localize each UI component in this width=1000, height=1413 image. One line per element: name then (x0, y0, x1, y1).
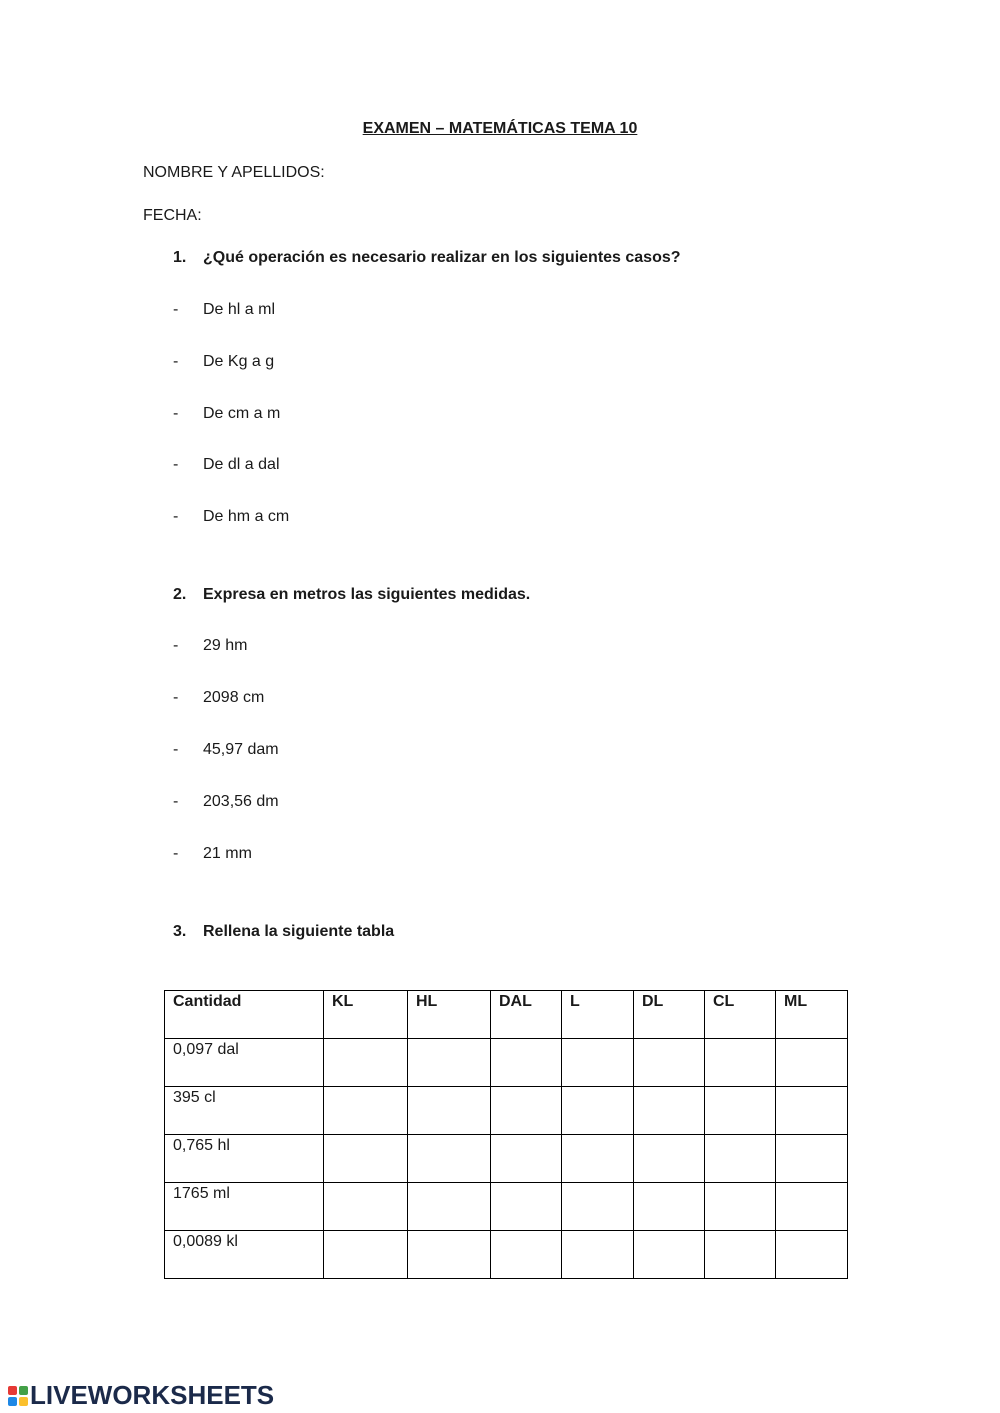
date-label: FECHA: (143, 207, 202, 224)
col-header-dl: DL (634, 991, 705, 1039)
dash: - (173, 301, 179, 318)
answer-cell[interactable] (491, 1231, 562, 1279)
answer-cell[interactable] (324, 1231, 408, 1279)
table-row (165, 1087, 848, 1135)
col-header-l: L (562, 991, 634, 1039)
answer-cell[interactable] (562, 1183, 634, 1231)
answer-cell[interactable] (324, 1135, 408, 1183)
quantity-cell: 0,097 dal (165, 1039, 324, 1087)
col-header-ml: ML (776, 991, 848, 1039)
table-header-row (165, 991, 848, 1039)
table-row (165, 1183, 848, 1231)
list-item: - De cm a m (173, 405, 281, 422)
dash: - (173, 793, 179, 810)
list-item: - 29 hm (173, 637, 248, 654)
answer-cell[interactable] (705, 1039, 776, 1087)
answer-cell[interactable] (324, 1039, 408, 1087)
answer-cell[interactable] (562, 1135, 634, 1183)
page-title: EXAMEN – MATEMÁTICAS TEMA 10 (362, 120, 638, 137)
quantity-cell: 395 cl (165, 1087, 324, 1135)
question-text: ¿Qué operación es necesario realizar en los siguientes casos? (203, 249, 681, 266)
list-item: - 45,97 dam (173, 741, 279, 758)
answer-cell[interactable] (634, 1039, 705, 1087)
question-number: 3. (173, 923, 187, 940)
answer-cell[interactable] (776, 1183, 848, 1231)
brand-name: LIVEWORKSHEETS (30, 1380, 275, 1410)
answer-cell[interactable] (776, 1135, 848, 1183)
question-2 (173, 586, 530, 604)
col-header-dal: DAL (491, 991, 562, 1039)
answer-cell[interactable] (562, 1087, 634, 1135)
conversion-table (164, 990, 848, 1279)
dash: - (173, 353, 179, 370)
list-item: - 2098 cm (173, 689, 265, 706)
name-label: NOMBRE Y APELLIDOS: (143, 164, 325, 181)
answer-cell[interactable] (491, 1183, 562, 1231)
answer-cell[interactable] (491, 1039, 562, 1087)
quantity-cell: 0,765 hl (165, 1135, 324, 1183)
answer-cell[interactable] (562, 1231, 634, 1279)
list-item: - 203,56 dm (173, 793, 279, 810)
answer-cell[interactable] (634, 1087, 705, 1135)
answer-cell[interactable] (491, 1087, 562, 1135)
answer-cell[interactable] (634, 1183, 705, 1231)
answer-cell[interactable] (491, 1135, 562, 1183)
answer-cell[interactable] (705, 1231, 776, 1279)
col-header-kl: KL (324, 991, 408, 1039)
answer-cell[interactable] (634, 1135, 705, 1183)
question-1 (173, 249, 681, 267)
answer-cell[interactable] (408, 1087, 491, 1135)
answer-cell[interactable] (408, 1231, 491, 1279)
list-item: - De dl a dal (173, 456, 280, 473)
question-number: 2. (173, 586, 187, 603)
question-3 (173, 923, 394, 941)
dash: - (173, 845, 179, 862)
dash: - (173, 637, 179, 654)
answer-cell[interactable] (705, 1183, 776, 1231)
list-item: - 21 mm (173, 845, 252, 862)
question-text: Rellena la siguiente tabla (203, 923, 395, 940)
dash: - (173, 456, 179, 473)
brand-logo[interactable] (8, 1380, 274, 1411)
answer-cell[interactable] (705, 1087, 776, 1135)
answer-cell[interactable] (408, 1039, 491, 1087)
dash: - (173, 508, 179, 525)
answer-cell[interactable] (408, 1183, 491, 1231)
answer-cell[interactable] (324, 1087, 408, 1135)
dash: - (173, 741, 179, 758)
table-row (165, 1231, 848, 1279)
list-item: - De hl a ml (173, 301, 276, 318)
dash: - (173, 689, 179, 706)
list-item: - De hm a cm (173, 508, 290, 525)
answer-cell[interactable] (324, 1183, 408, 1231)
answer-cell[interactable] (562, 1039, 634, 1087)
quantity-cell: 0,0089 kl (165, 1231, 324, 1279)
list-item: - De Kg a g (173, 353, 275, 370)
col-header-cantidad: Cantidad (165, 991, 324, 1039)
question-number: 1. (173, 249, 187, 266)
answer-cell[interactable] (776, 1039, 848, 1087)
col-header-hl: HL (408, 991, 491, 1039)
answer-cell[interactable] (776, 1087, 848, 1135)
answer-cell[interactable] (705, 1135, 776, 1183)
logo-icon (8, 1386, 28, 1406)
dash: - (173, 405, 179, 422)
answer-cell[interactable] (634, 1231, 705, 1279)
question-text: Expresa en metros las siguientes medidas. (203, 586, 531, 603)
table-row (165, 1039, 848, 1087)
answer-cell[interactable] (408, 1135, 491, 1183)
table-row (165, 1135, 848, 1183)
answer-cell[interactable] (776, 1231, 848, 1279)
quantity-cell: 1765 ml (165, 1183, 324, 1231)
col-header-cl: CL (705, 991, 776, 1039)
